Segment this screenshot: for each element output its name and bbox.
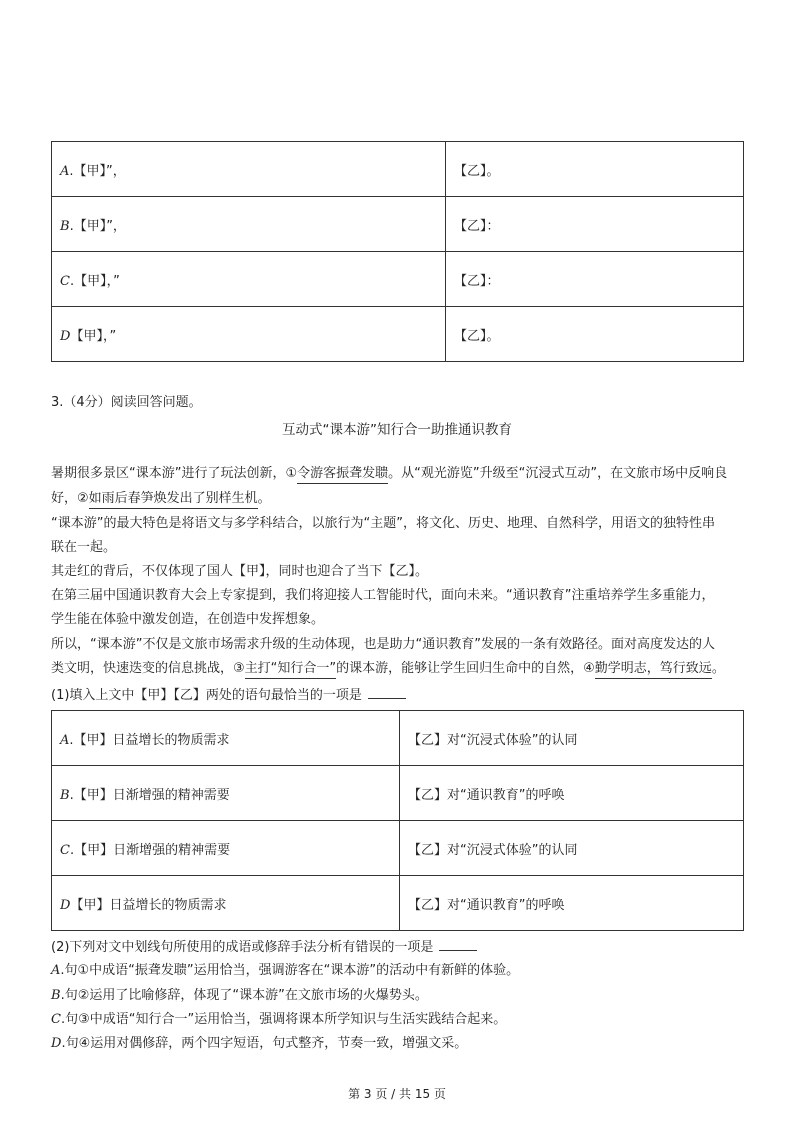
passage-title: 互动式“课本游”知行合一助推通识教育 [282, 422, 512, 438]
options-table-punctuation [51, 141, 744, 362]
table-row [52, 307, 744, 362]
option-cell-d-right: 【乙】对“通识教育”的呼唤 [400, 876, 744, 931]
option-cell-b: B.【甲】”， [52, 197, 446, 252]
table-row [52, 711, 744, 766]
option-cell-a-right: 【乙】对“沉浸式体验”的认同 [400, 711, 744, 766]
answer-blank [368, 686, 406, 699]
table-row [52, 766, 744, 821]
question-header: 3.（4分）阅读回答问题。 [51, 395, 202, 410]
option-cell-a: A.【甲】”， [52, 142, 446, 197]
option-cell-a-right: 【乙】。 [446, 142, 744, 197]
table-row [52, 252, 744, 307]
options-table-sub1 [51, 710, 744, 931]
option-cell-b: B.【甲】日渐增强的精神需要 [52, 766, 400, 821]
option-a: A.句①中成语“振聋发聩”运用恰当，强调游客在“课本游”的活动中有新鲜的体验。 [51, 963, 520, 978]
underlined-sentence-1: 令游客振聋发聩 [297, 466, 388, 484]
underlined-sentence-4: 勤学明志，笃行致远 [595, 661, 712, 679]
passage-line: 其走红的背后，不仅体现了国人【甲】，同时也迎合了当下【乙】。 [51, 564, 429, 579]
option-cell-d: D【甲】日益增长的物质需求 [52, 876, 400, 931]
passage-line: 暑期很多景区“课本游”进行了玩法创新，①令游客振聋发聩。从“观光游览”升级至“沉浸式互动”，在文旅市场中反响良 [51, 465, 727, 483]
option-b: B.句②运用了比喻修辞，体现了“课本游”在文旅市场的火爆势头。 [51, 988, 428, 1003]
passage-line: 好，②如雨后春笋焕发出了别样生机。 [51, 490, 271, 508]
passage-line: 所以，“课本游”不仅是文旅市场需求升级的生动体现，也是助力“通识教育”发展的一条有效路径。面对高度发达的人 [51, 637, 715, 652]
underlined-sentence-3: 主打“知行合一” [245, 661, 336, 679]
option-d: D.句④运用对偶修辞，两个四字短语，句式整齐，节奏一致，增强文采。 [51, 1036, 468, 1051]
option-cell-b-right: 【乙】对“通识教育”的呼唤 [400, 766, 744, 821]
page-footer: 第 3 页 / 共 15 页 [348, 1087, 446, 1101]
table-row [52, 197, 744, 252]
option-cell-a: A.【甲】日益增长的物质需求 [52, 711, 400, 766]
sub-question-2: (2)下列对文中划线句所使用的成语或修辞手法分析有错误的一项是 [51, 938, 477, 957]
sub-question-1: (1)填入上文中【甲】【乙】两处的语句最恰当的一项是 [51, 686, 406, 705]
passage-line: 类文明，快速迭变的信息挑战，③主打“知行合一”的课本游，能够让学生回归生命中的自然，④勤学明志，笃行致远。 [51, 660, 725, 678]
option-cell-c: C.【甲】，” [52, 252, 446, 307]
passage-line: 在第三届中国通识教育大会上专家提到，我们将迎接人工智能时代，面向未来。“通识教育”注重培养学生多重能力， [51, 588, 715, 603]
table-row [52, 876, 744, 931]
option-cell-c: C.【甲】日渐增强的精神需要 [52, 821, 400, 876]
answer-blank [439, 938, 477, 951]
option-cell-b-right: 【乙】： [446, 197, 744, 252]
passage-line: 联在一起。 [51, 540, 117, 555]
underlined-sentence-2: 如雨后春笋焕发出了别样生机 [89, 491, 258, 509]
option-cell-d-right: 【乙】。 [446, 307, 744, 362]
table-row [52, 821, 744, 876]
passage-line: 学生能在体验中激发创造，在创造中发挥想象。 [51, 612, 325, 627]
option-cell-d: D【甲】，” [52, 307, 446, 362]
option-cell-c-right: 【乙】对“沉浸式体验”的认同 [400, 821, 744, 876]
passage-line: “课本游”的最大特色是将语文与多学科结合，以旅行为“主题”，将文化、历史、地理、自然科学，用语文的独特性串 [51, 516, 715, 531]
option-c: C.句③中成语“知行合一”运用恰当，强调将课本所学知识与生活实践结合起来。 [51, 1012, 507, 1027]
table-row [52, 142, 744, 197]
option-cell-c-right: 【乙】： [446, 252, 744, 307]
